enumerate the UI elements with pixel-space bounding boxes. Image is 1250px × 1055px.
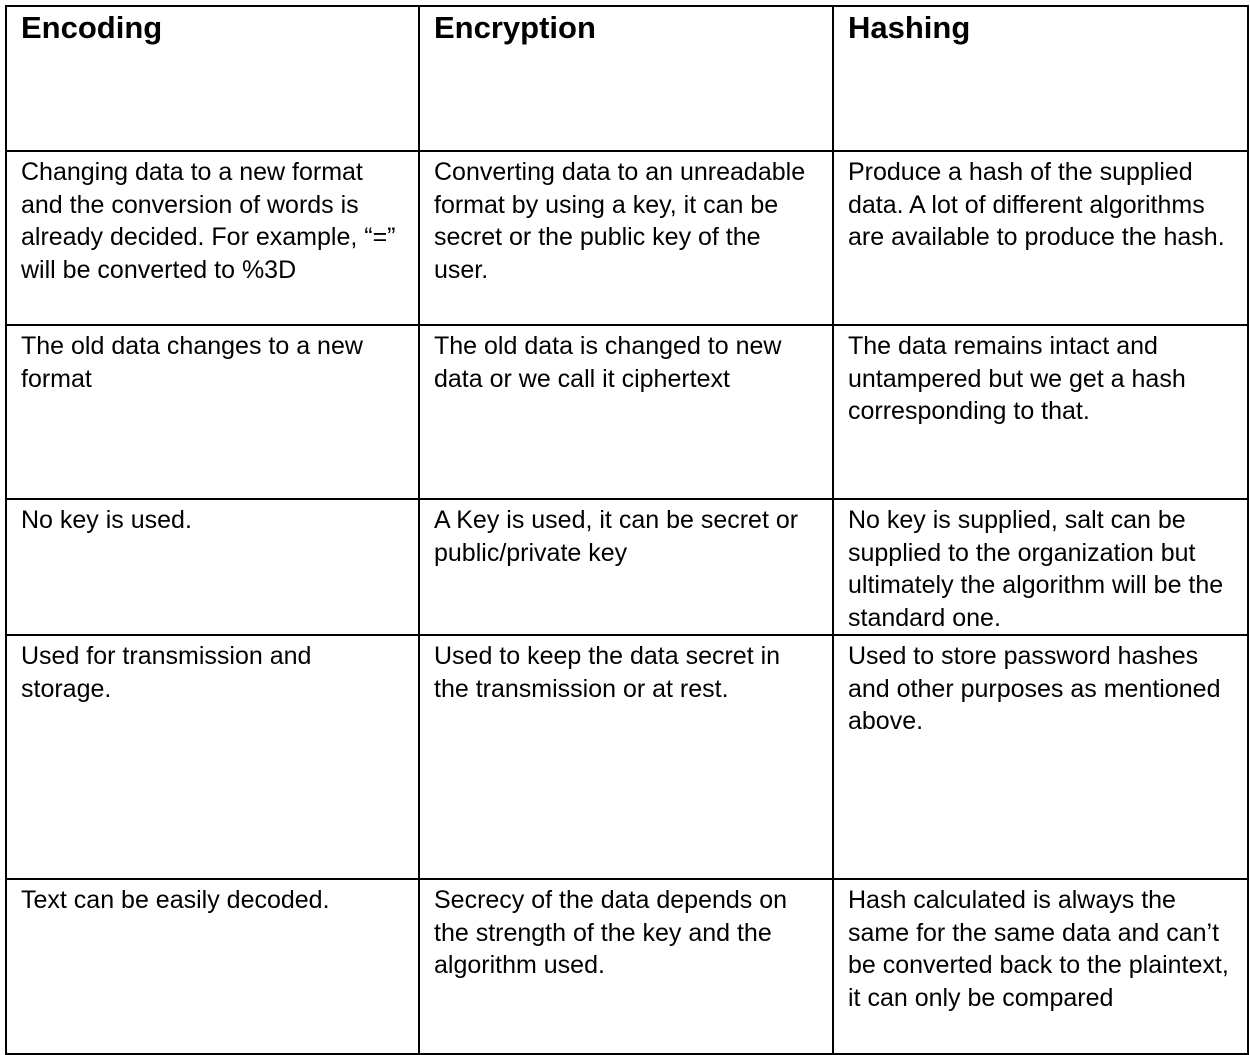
header-encoding: Encoding — [6, 6, 419, 151]
cell-encoding: Text can be easily decoded. — [6, 879, 419, 1054]
cell-encryption: Secrecy of the data depends on the strength of the key and the algorithm used. — [419, 879, 833, 1054]
cell-hashing: Produce a hash of the supplied data. A lot of different algorithms are available to produce the hash. — [833, 151, 1248, 325]
table-row — [6, 151, 1248, 325]
cell-encoding: Changing data to a new format and the conversion of words is already decided. For example, “=” will be converted to %3D — [6, 151, 419, 325]
header-row — [6, 6, 1248, 151]
table-header — [6, 6, 1248, 151]
cell-encoding: The old data changes to a new format — [6, 325, 419, 499]
cell-encoding: Used for transmission and storage. — [6, 635, 419, 879]
table-row — [6, 635, 1248, 879]
table-row — [6, 325, 1248, 499]
cell-hashing: No key is supplied, salt can be supplied to the organization but ultimately the algorithm will be the standard one. — [833, 499, 1248, 635]
cell-encryption: The old data is changed to new data or we call it ciphertext — [419, 325, 833, 499]
cell-encryption: Converting data to an unreadable format by using a key, it can be secret or the public key of the user. — [419, 151, 833, 325]
cell-encryption: A Key is used, it can be secret or public/private key — [419, 499, 833, 635]
cell-encoding: No key is used. — [6, 499, 419, 635]
header-encryption: Encryption — [419, 6, 833, 151]
cell-hashing: Used to store password hashes and other purposes as mentioned above. — [833, 635, 1248, 879]
table-row — [6, 879, 1248, 1054]
cell-hashing: The data remains intact and untampered but we get a hash corresponding to that. — [833, 325, 1248, 499]
comparison-table — [5, 5, 1249, 1055]
cell-encryption: Used to keep the data secret in the transmission or at rest. — [419, 635, 833, 879]
cell-hashing: Hash calculated is always the same for the same data and can’t be converted back to the plaintext, it can only be compared — [833, 879, 1248, 1054]
header-hashing: Hashing — [833, 6, 1248, 151]
table-body — [6, 151, 1248, 1054]
table-row — [6, 499, 1248, 635]
